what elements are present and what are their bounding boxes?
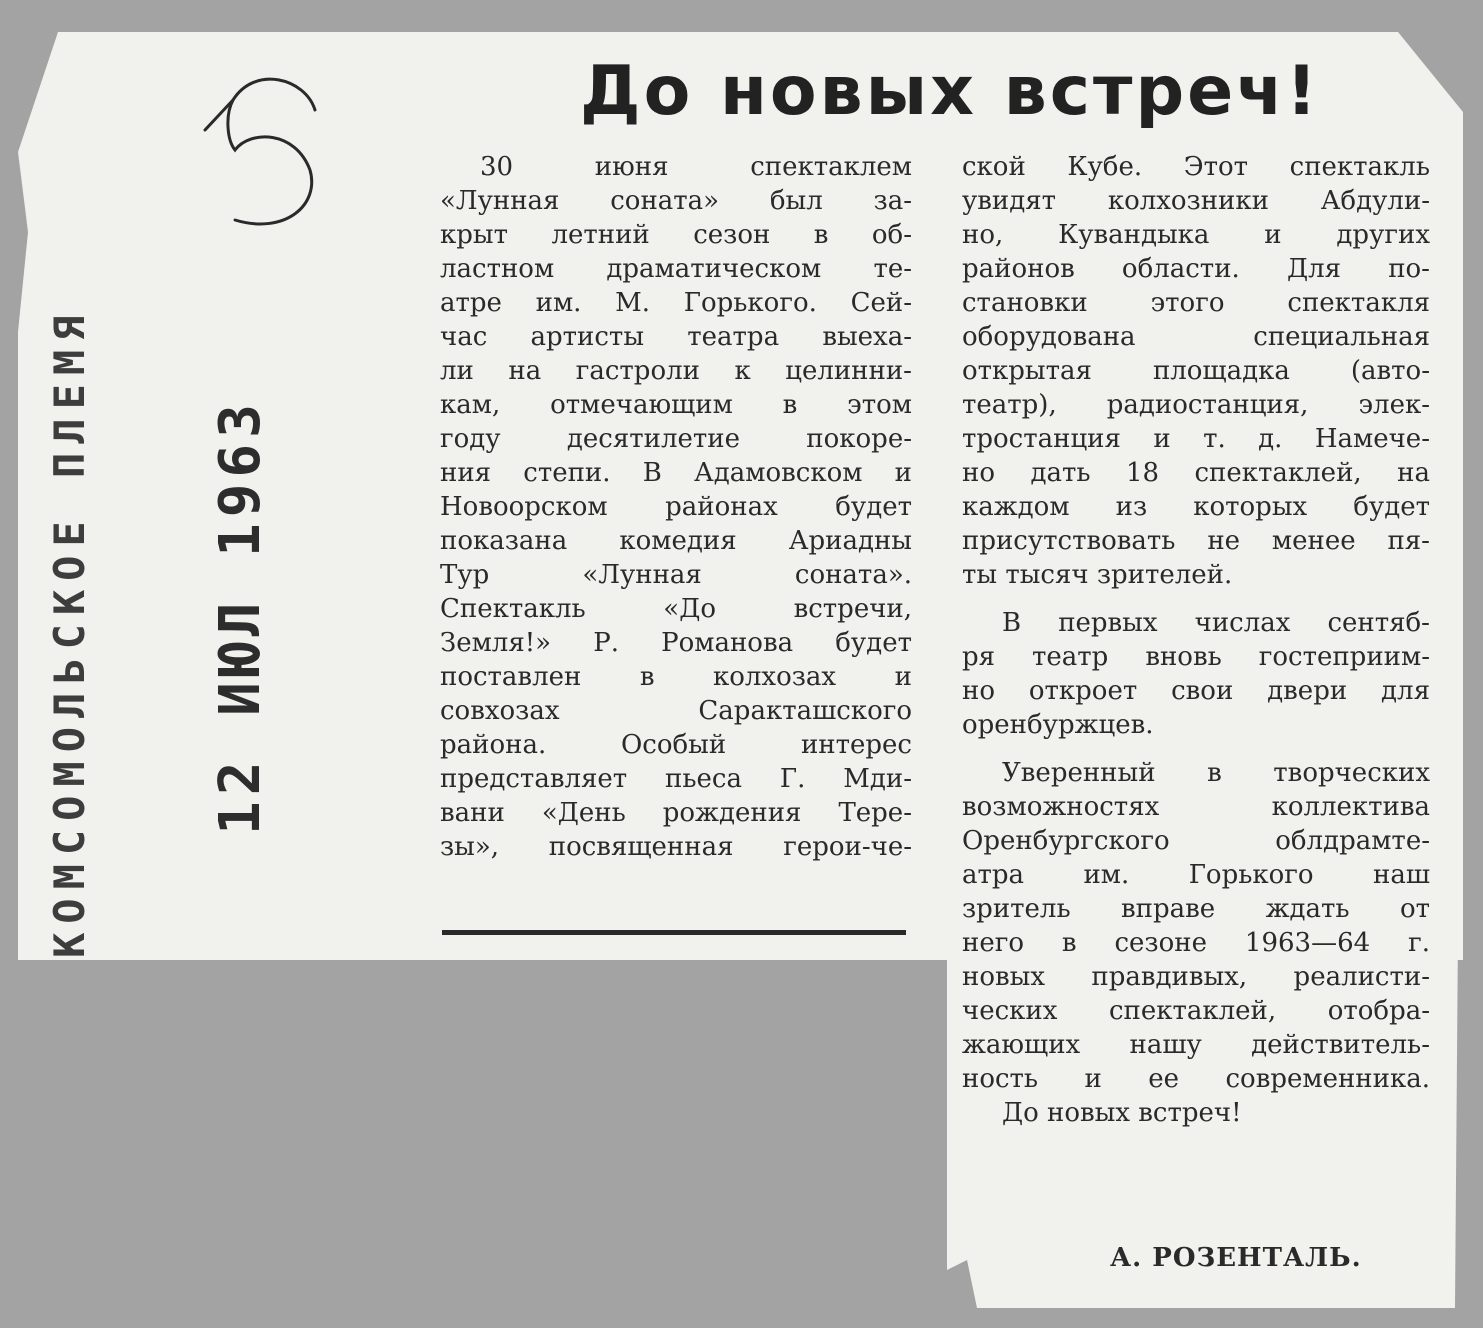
word: жающих: [962, 1030, 1081, 1060]
word: гостеприим-: [1258, 642, 1430, 672]
text-line: [440, 830, 912, 864]
word: те-: [873, 254, 912, 284]
author-signature: А. РОЗЕНТАЛЬ.: [1110, 1243, 1362, 1273]
word: 1963—64: [1244, 928, 1371, 958]
text-line: [962, 1028, 1430, 1062]
text-line: [962, 756, 1430, 790]
word: театр),: [962, 390, 1057, 420]
text-line: [962, 320, 1430, 354]
word: театр: [1032, 642, 1109, 672]
word: спектакль: [1289, 152, 1430, 182]
text-line: оренбуржцев.: [962, 710, 1154, 740]
word: соната»: [610, 186, 720, 216]
word: Тур: [440, 560, 490, 590]
word: Этот: [1183, 152, 1249, 182]
word: района.: [440, 730, 547, 760]
word: М.: [615, 288, 651, 318]
word: интерес: [800, 730, 912, 760]
word: творческих: [1273, 758, 1430, 788]
word: был: [769, 186, 823, 216]
word: вани: [440, 798, 505, 828]
word: пя-: [1387, 526, 1430, 556]
word: отобра-: [1327, 996, 1430, 1026]
word: Сей-: [850, 288, 912, 318]
word: «Лунная: [582, 560, 702, 590]
word: в: [639, 662, 655, 692]
paragraph-gap: [962, 592, 1430, 606]
word: спектакля: [1287, 288, 1430, 318]
word: но: [962, 676, 995, 706]
word: в: [782, 390, 798, 420]
word: Спектакль: [440, 594, 586, 624]
text-line: [962, 858, 1430, 892]
word: рождения: [662, 798, 802, 828]
word: других: [1336, 220, 1430, 250]
word: спектаклей,: [1108, 996, 1277, 1026]
word: сентяб-: [1327, 608, 1430, 638]
word: не: [1207, 526, 1241, 556]
text-line: [440, 286, 912, 320]
word: драматическом: [606, 254, 822, 284]
word: в: [1061, 928, 1077, 958]
text-line: [440, 694, 912, 728]
word: спектаклей,: [1194, 458, 1362, 488]
word: районах: [665, 492, 778, 522]
newspaper-name-stamp: КОМСОМОЛЬСКОЕ ПЛЕМЯ: [45, 306, 94, 958]
word: площадка: [1152, 356, 1290, 386]
word: Абдули-: [1320, 186, 1430, 216]
word: Р.: [593, 628, 619, 658]
word: области.: [1121, 254, 1240, 284]
word: ской: [962, 152, 1026, 182]
word: театра: [687, 322, 780, 352]
text-line: [962, 790, 1430, 824]
word: Уверенный: [1002, 758, 1156, 788]
word: реалисти-: [1293, 962, 1430, 992]
text-line: До новых встреч!: [1002, 1098, 1242, 1128]
text-line: [440, 796, 912, 830]
text-line: [962, 994, 1430, 1028]
word: свои: [1171, 676, 1234, 706]
word: спектаклем: [750, 152, 912, 182]
word: Адамовском: [694, 458, 863, 488]
word: гастроли: [575, 356, 700, 386]
word: возможностях: [962, 792, 1160, 822]
text-line: [962, 184, 1430, 218]
word: сезоне: [1114, 928, 1207, 958]
text-line: [962, 286, 1430, 320]
text-line: [440, 762, 912, 796]
word: коллектива: [1271, 792, 1430, 822]
article-headline: До новых встреч!: [580, 52, 1320, 131]
word: и: [1153, 424, 1171, 454]
word: но: [962, 458, 995, 488]
word: ческих: [962, 996, 1058, 1026]
word: Ариадны: [788, 526, 912, 556]
word: ее: [1148, 1064, 1180, 1094]
text-line: [440, 558, 912, 592]
word: Романова: [661, 628, 794, 658]
column-divider-rule: [442, 930, 906, 935]
word: менее: [1271, 526, 1356, 556]
word: на: [508, 356, 542, 386]
word: него: [962, 928, 1024, 958]
word: атре: [440, 288, 502, 318]
word: показана: [440, 526, 568, 556]
word: радиостанция,: [1106, 390, 1309, 420]
paragraph-gap: [962, 742, 1430, 756]
word: Кувандыка: [1058, 220, 1210, 250]
word: десятилетие: [566, 424, 740, 454]
word: им.: [1083, 860, 1130, 890]
word: для: [1381, 676, 1430, 706]
word: наш: [1372, 860, 1430, 890]
word: (авто-: [1350, 356, 1430, 386]
word: ли: [440, 356, 474, 386]
text-line: [440, 354, 912, 388]
word: откроет: [1028, 676, 1138, 706]
word: об-: [871, 220, 912, 250]
text-line: [962, 824, 1430, 858]
text-line: [440, 592, 912, 626]
word: целинни-: [785, 356, 912, 386]
text-line: [962, 422, 1430, 456]
word: современника.: [1225, 1064, 1430, 1094]
text-line: [440, 388, 912, 422]
word: кам,: [440, 390, 501, 420]
word: Горького: [1188, 860, 1314, 890]
word: соната».: [794, 560, 912, 590]
text-line: [962, 892, 1430, 926]
word: комедия: [619, 526, 737, 556]
word: от: [1399, 894, 1430, 924]
word: вправе: [1121, 894, 1216, 924]
word: на: [1397, 458, 1430, 488]
text-line: [440, 184, 912, 218]
text-line: [440, 320, 912, 354]
text-line: [440, 252, 912, 286]
text-line: [962, 388, 1430, 422]
article-column-right: [962, 150, 1430, 1130]
word: отмечающим: [550, 390, 733, 420]
word: и: [1264, 220, 1282, 250]
word: им.: [535, 288, 582, 318]
word: июня: [594, 152, 669, 182]
text-line: [440, 150, 912, 184]
word: час: [440, 322, 488, 352]
date-stamp: 12 ИЮЛ 1963: [208, 398, 273, 835]
word: Мди-: [843, 764, 912, 794]
word: Для: [1286, 254, 1342, 284]
word: новых: [962, 962, 1045, 992]
word: двери: [1267, 676, 1348, 706]
word: к: [734, 356, 751, 386]
text-line: [962, 606, 1430, 640]
word: специальная: [1253, 322, 1430, 352]
word: пьеса: [665, 764, 742, 794]
word: и: [894, 662, 912, 692]
word: Кубе.: [1067, 152, 1143, 182]
word: и: [894, 458, 912, 488]
word: первых: [1058, 608, 1158, 638]
word: ния: [440, 458, 492, 488]
word: атра: [962, 860, 1025, 890]
word: в: [813, 220, 829, 250]
word: оборудована: [962, 322, 1136, 352]
word: покоре-: [806, 424, 912, 454]
word: присутствовать: [962, 526, 1176, 556]
word: «До: [663, 594, 716, 624]
word: «День: [541, 798, 626, 828]
word: представляет: [440, 764, 628, 794]
word: т.: [1203, 424, 1226, 454]
word: Новоорском: [440, 492, 608, 522]
word: зритель: [962, 894, 1071, 924]
text-line: [962, 354, 1430, 388]
word: за-: [873, 186, 912, 216]
word: по-: [1388, 254, 1430, 284]
text-line: [440, 456, 912, 490]
word: вновь: [1145, 642, 1222, 672]
word: в: [1207, 758, 1222, 788]
text-line: [440, 660, 912, 694]
word: из: [1115, 492, 1148, 522]
word: Горького.: [683, 288, 817, 318]
word: колхозах: [713, 662, 837, 692]
text-line: [440, 490, 912, 524]
text-line: [962, 252, 1430, 286]
text-line: [962, 674, 1430, 708]
text-line: [440, 728, 912, 762]
word: этом: [847, 390, 912, 420]
word: Оренбургского: [962, 826, 1170, 856]
word: Саракташского: [698, 696, 912, 726]
text-line: [962, 490, 1430, 524]
word: облдрамте-: [1275, 826, 1430, 856]
word: нашу: [1129, 1030, 1202, 1060]
word: 18: [1125, 458, 1160, 488]
text-line: [962, 218, 1430, 252]
word: этого: [1150, 288, 1225, 318]
text-line: [962, 640, 1430, 674]
word: числах: [1194, 608, 1291, 638]
word: совхозах: [440, 696, 560, 726]
word: элек-: [1358, 390, 1430, 420]
word: зы»,: [440, 832, 500, 862]
word: г.: [1408, 928, 1430, 958]
word: выеха-: [822, 322, 912, 352]
word: открытая: [962, 356, 1092, 386]
word: увидят: [962, 186, 1057, 216]
word: действитель-: [1251, 1030, 1430, 1060]
word: становки: [962, 288, 1088, 318]
word: Тере-: [838, 798, 912, 828]
word: герои-че-: [783, 832, 912, 862]
word: дать: [1030, 458, 1091, 488]
text-line: [440, 524, 912, 558]
article-column-left: [440, 150, 912, 864]
word: д.: [1258, 424, 1283, 454]
word: но,: [962, 220, 1004, 250]
text-line: [440, 422, 912, 456]
word: правдивых,: [1091, 962, 1248, 992]
text-line: [962, 524, 1430, 558]
word: В: [1002, 608, 1022, 638]
word: поставлен: [440, 662, 582, 692]
word: тростанция: [962, 424, 1121, 454]
word: ластном: [440, 254, 555, 284]
word: ря: [962, 642, 996, 672]
word: ждать: [1265, 894, 1350, 924]
word: артисты: [530, 322, 645, 352]
word: Земля!»: [440, 628, 552, 658]
word: Г.: [779, 764, 806, 794]
word: Намече-: [1314, 424, 1430, 454]
word: ность: [962, 1064, 1039, 1094]
text-line: [440, 218, 912, 252]
word: степи.: [523, 458, 611, 488]
word: летний: [551, 220, 650, 250]
text-line: [440, 626, 912, 660]
text-line: [962, 456, 1430, 490]
word: сезон: [693, 220, 771, 250]
word: и: [1084, 1064, 1102, 1094]
word: каждом: [962, 492, 1070, 522]
word: будет: [835, 492, 912, 522]
word: будет: [1353, 492, 1430, 522]
word: Особый: [620, 730, 727, 760]
word: крыт: [440, 220, 508, 250]
word: году: [440, 424, 501, 454]
text-line: [962, 150, 1430, 184]
word: «Лунная: [440, 186, 560, 216]
word: 30: [480, 152, 514, 182]
word: будет: [835, 628, 912, 658]
handwritten-number-5: [195, 70, 345, 240]
word: В: [642, 458, 662, 488]
text-line: [962, 960, 1430, 994]
word: районов: [962, 254, 1075, 284]
text-line: ты тысяч зрителей.: [962, 560, 1233, 590]
word: колхозники: [1107, 186, 1269, 216]
text-line: [962, 926, 1430, 960]
text-line: [962, 1062, 1430, 1096]
word: посвященная: [548, 832, 734, 862]
word: которых: [1193, 492, 1308, 522]
word: встречи,: [793, 594, 912, 624]
